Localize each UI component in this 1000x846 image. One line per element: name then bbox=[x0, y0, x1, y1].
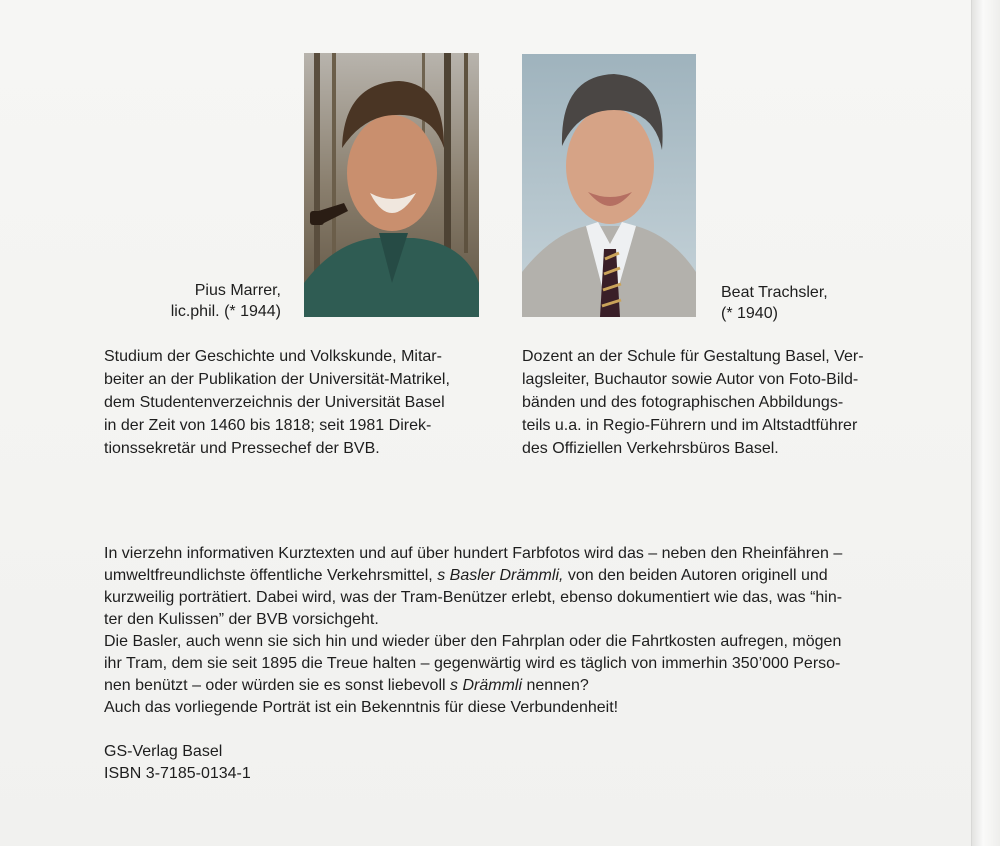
bio-line: Dozent an der Schule für Gestaltung Basel, Ver- bbox=[522, 348, 864, 365]
author-photo-beat-trachsler bbox=[522, 54, 696, 317]
description-text: nen benützt – oder würden sie es sonst liebevoll bbox=[104, 677, 450, 694]
description-line: kurzweilig porträtiert. Dabei wird, was der Tram-Benützer erlebt, ebenso dokumentiert wie das, was “hin- bbox=[104, 589, 843, 606]
nickname-emphasis: s Drämmli bbox=[450, 677, 522, 694]
bio-line: in der Zeit von 1460 bis 1818; seit 1981 Direk- bbox=[104, 417, 432, 434]
author-bio-right bbox=[522, 345, 899, 460]
author-bio-left bbox=[104, 345, 481, 460]
publisher-name: GS-Verlag Basel bbox=[104, 743, 223, 760]
publisher-info bbox=[104, 741, 251, 785]
description-line: ter den Kulissen” der BVB vorsichgeht. bbox=[104, 611, 379, 628]
book-description bbox=[104, 543, 900, 719]
author-caption-left bbox=[121, 280, 281, 322]
bio-line: tionssekretär und Pressechef der BVB. bbox=[104, 440, 380, 457]
book-title-emphasis: s Basler Drämmli, bbox=[437, 567, 564, 584]
author-caption-right bbox=[721, 282, 881, 324]
bio-line: bänden und des fotographischen Abbildungs- bbox=[522, 394, 844, 411]
isbn: ISBN 3-7185-0134-1 bbox=[104, 765, 251, 782]
description-text: nennen? bbox=[522, 677, 589, 694]
description-line bbox=[104, 675, 900, 697]
description-text: von den beiden Autoren originell und bbox=[563, 567, 828, 584]
bio-line: des Offiziellen Verkehrsbüros Basel. bbox=[522, 440, 779, 457]
author-detail: (* 1940) bbox=[721, 305, 778, 322]
author-name: Beat Trachsler, bbox=[721, 284, 828, 301]
bio-line: teils u.a. in Regio-Führern und im Altstadtführer bbox=[522, 417, 858, 434]
author-name: Pius Marrer, bbox=[194, 282, 281, 299]
book-spine-edge bbox=[971, 0, 1000, 846]
author-detail: lic.phil. (* 1944) bbox=[170, 303, 281, 320]
description-line: In vierzehn informativen Kurztexten und auf über hundert Farbfotos wird das – neben den Rheinfähren – bbox=[104, 545, 843, 562]
bio-line: beiter an der Publikation der Universität-Matrikel, bbox=[104, 371, 450, 388]
description-line: Die Basler, auch wenn sie sich hin und wieder über den Fahrplan oder die Fahrtkosten aufregen, mögen bbox=[104, 633, 842, 650]
bio-line: dem Studentenverzeichnis der Universität Basel bbox=[104, 394, 445, 411]
bio-line: Studium der Geschichte und Volkskunde, Mitar- bbox=[104, 348, 442, 365]
author-photo-pius-marrer bbox=[304, 53, 479, 317]
bio-line: lagsleiter, Buchautor sowie Autor von Foto-Bild- bbox=[522, 371, 859, 388]
description-line bbox=[104, 565, 900, 587]
description-line: ihr Tram, dem sie seit 1895 die Treue halten – gegenwärtig wird es täglich von immerhin 350’000 Perso- bbox=[104, 655, 841, 672]
description-text: umweltfreundlichste öffentliche Verkehrsmittel, bbox=[104, 567, 438, 584]
description-line: Auch das vorliegende Porträt ist ein Bekenntnis für diese Verbundenheit! bbox=[104, 699, 619, 716]
